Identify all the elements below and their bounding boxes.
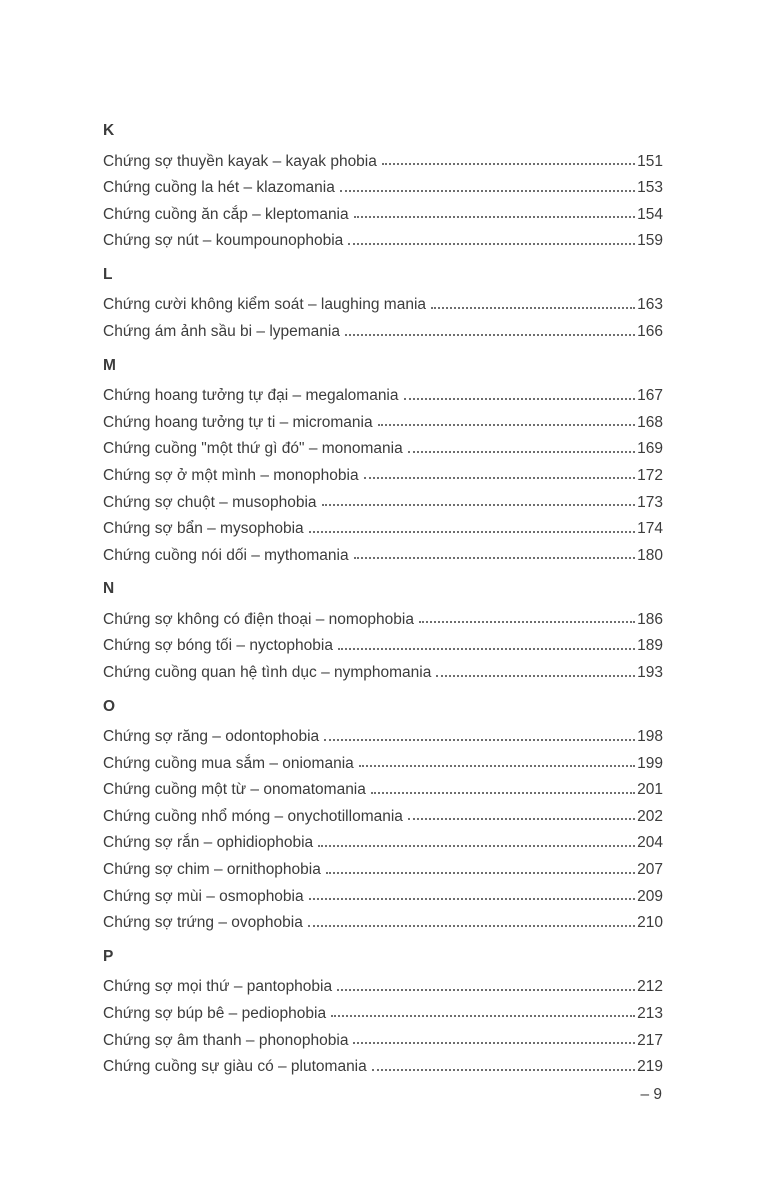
toc-entry xyxy=(103,512,663,539)
entry-title: Chứng cuồng nhổ móng – onychotillomania xyxy=(103,807,403,825)
entry-page: 168 xyxy=(637,413,663,431)
dot-leader xyxy=(345,334,635,336)
entry-page: 198 xyxy=(637,728,663,746)
entry-page: 207 xyxy=(637,861,663,879)
entry-page: 172 xyxy=(637,466,663,484)
entry-page: 201 xyxy=(637,781,663,799)
toc-entry xyxy=(103,997,663,1024)
dot-leader xyxy=(436,675,635,677)
entry-page: 204 xyxy=(637,834,663,852)
dot-leader xyxy=(326,872,635,874)
toc-entry xyxy=(103,459,663,486)
dot-leader xyxy=(318,845,635,847)
entry-page: 163 xyxy=(637,296,663,314)
entry-title: Chứng cuồng sự giàu có – plutomania xyxy=(103,1058,367,1076)
dot-leader xyxy=(372,1069,635,1071)
dot-leader xyxy=(378,424,636,426)
toc-entry xyxy=(103,315,663,342)
section-letter: K xyxy=(103,122,115,140)
entry-page: 174 xyxy=(637,520,663,538)
entry-page: 189 xyxy=(637,637,663,655)
toc-entry xyxy=(103,629,663,656)
dot-leader xyxy=(338,648,635,650)
entry-title: Chứng sợ thuyền kayak – kayak phobia xyxy=(103,152,377,170)
toc-entry xyxy=(103,1023,663,1050)
dot-leader xyxy=(354,557,636,559)
entry-page: 193 xyxy=(637,664,663,681)
toc-entry xyxy=(103,970,663,997)
dot-leader xyxy=(308,925,635,927)
entry-page: 169 xyxy=(637,440,663,458)
entry-title: Chứng sợ nút – koumpounophobia xyxy=(103,232,344,250)
dot-leader xyxy=(322,504,636,506)
entry-page: 213 xyxy=(637,1004,663,1022)
dot-leader xyxy=(404,398,636,400)
entry-title: Chứng sợ rắn – ophidiophobia xyxy=(103,834,314,852)
entry-title: Chứng cuồng la hét – klazomania xyxy=(103,179,335,197)
toc-entry xyxy=(103,145,663,172)
toc-entry xyxy=(103,1050,663,1077)
entry-title: Chứng cuồng ăn cắp – kleptomania xyxy=(103,205,349,223)
toc-entry xyxy=(103,800,663,827)
entry-title: Chứng sợ không có điện thoại – nomophobia xyxy=(103,610,414,628)
toc-entry xyxy=(103,198,663,225)
toc-entry xyxy=(103,826,663,853)
entry-page: 173 xyxy=(637,493,663,511)
dot-leader xyxy=(371,792,635,794)
section-letter: N xyxy=(103,580,115,598)
entry-title: Chứng sợ ở một mình – monophobia xyxy=(103,466,359,484)
dot-leader xyxy=(337,989,635,991)
toc-entry xyxy=(103,656,663,683)
dot-leader xyxy=(364,477,636,479)
entry-page: 166 xyxy=(637,323,663,341)
entry-page: 154 xyxy=(637,205,663,223)
dot-leader xyxy=(348,243,635,245)
entry-page: 199 xyxy=(637,754,663,772)
entry-page: 159 xyxy=(637,232,663,250)
dot-leader xyxy=(354,216,636,218)
toc-entry xyxy=(103,906,663,933)
toc-entry xyxy=(103,485,663,512)
page-number: – 9 xyxy=(640,1086,662,1103)
dot-leader xyxy=(309,531,635,533)
toc-entry xyxy=(103,720,663,747)
entry-page: 151 xyxy=(637,152,663,170)
table-of-contents xyxy=(103,118,663,1077)
dot-leader xyxy=(309,898,636,900)
toc-entry xyxy=(103,432,663,459)
entry-title: Chứng sợ bóng tối – nyctophobia xyxy=(103,637,333,655)
entry-title: Chứng sợ chim – ornithophobia xyxy=(103,861,321,879)
entry-title: Chứng cuồng mua sắm – oniomania xyxy=(103,754,354,772)
entry-page: 217 xyxy=(637,1031,663,1049)
entry-title: Chứng sợ trứng – ovophobia xyxy=(103,914,303,932)
section-letter: M xyxy=(103,356,117,374)
entry-title: Chứng cuồng một từ – onomatomania xyxy=(103,781,366,799)
entry-page: 210 xyxy=(637,914,663,932)
toc-entry xyxy=(103,773,663,800)
dot-leader xyxy=(408,451,635,453)
dot-leader xyxy=(324,739,635,741)
dot-leader xyxy=(419,621,635,623)
entry-page: 202 xyxy=(637,807,663,825)
entry-page: 186 xyxy=(637,610,663,628)
dot-leader xyxy=(431,307,635,309)
toc-entry xyxy=(103,288,663,315)
entry-title: Chứng cuồng quan hệ tình dục – nymphomania xyxy=(103,664,432,681)
toc-entry xyxy=(103,747,663,774)
entry-title: Chứng sợ mùi – osmophobia xyxy=(103,887,304,905)
dot-leader xyxy=(359,765,635,767)
entry-title: Chứng sợ âm thanh – phonophobia xyxy=(103,1031,349,1049)
toc-entry xyxy=(103,880,663,907)
entry-title: Chứng sợ răng – odontophobia xyxy=(103,728,320,746)
entry-title: Chứng cuồng nói dối – mythomania xyxy=(103,546,349,564)
entry-page: 219 xyxy=(637,1058,663,1076)
entry-title: Chứng cười không kiểm soát – laughing mania xyxy=(103,296,427,314)
entry-page: 209 xyxy=(637,887,663,905)
dot-leader xyxy=(408,818,635,820)
toc-entry xyxy=(103,539,663,566)
section-letter: O xyxy=(103,697,116,715)
entry-title: Chứng hoang tưởng tự ti – micromania xyxy=(103,413,373,431)
dot-leader xyxy=(353,1042,635,1044)
entry-page: 167 xyxy=(637,387,663,405)
dot-leader xyxy=(340,190,635,192)
entry-title: Chứng ám ảnh sầu bi – lypemania xyxy=(103,323,340,341)
entry-title: Chứng sợ búp bê – pediophobia xyxy=(103,1004,327,1022)
entry-title: Chứng sợ bẩn – mysophobia xyxy=(103,520,304,538)
dot-leader xyxy=(331,1015,635,1017)
section-letter: L xyxy=(103,266,113,284)
toc-entry xyxy=(103,224,663,251)
section-letter: P xyxy=(103,948,114,965)
dot-leader xyxy=(382,163,635,165)
entry-page: 180 xyxy=(637,546,663,564)
entry-title: Chứng hoang tưởng tự đại – megalomania xyxy=(103,387,399,405)
toc-entry xyxy=(103,171,663,198)
toc-entry xyxy=(103,603,663,630)
entry-page: 212 xyxy=(637,978,663,996)
toc-entry xyxy=(103,406,663,433)
toc-entry xyxy=(103,853,663,880)
entry-title: Chứng sợ mọi thứ – pantophobia xyxy=(103,978,333,996)
entry-title: Chứng cuồng "một thứ gì đó" – monomania xyxy=(103,440,403,458)
entry-title: Chứng sợ chuột – musophobia xyxy=(103,493,317,511)
entry-page: 153 xyxy=(637,179,663,197)
toc-entry xyxy=(103,379,663,406)
